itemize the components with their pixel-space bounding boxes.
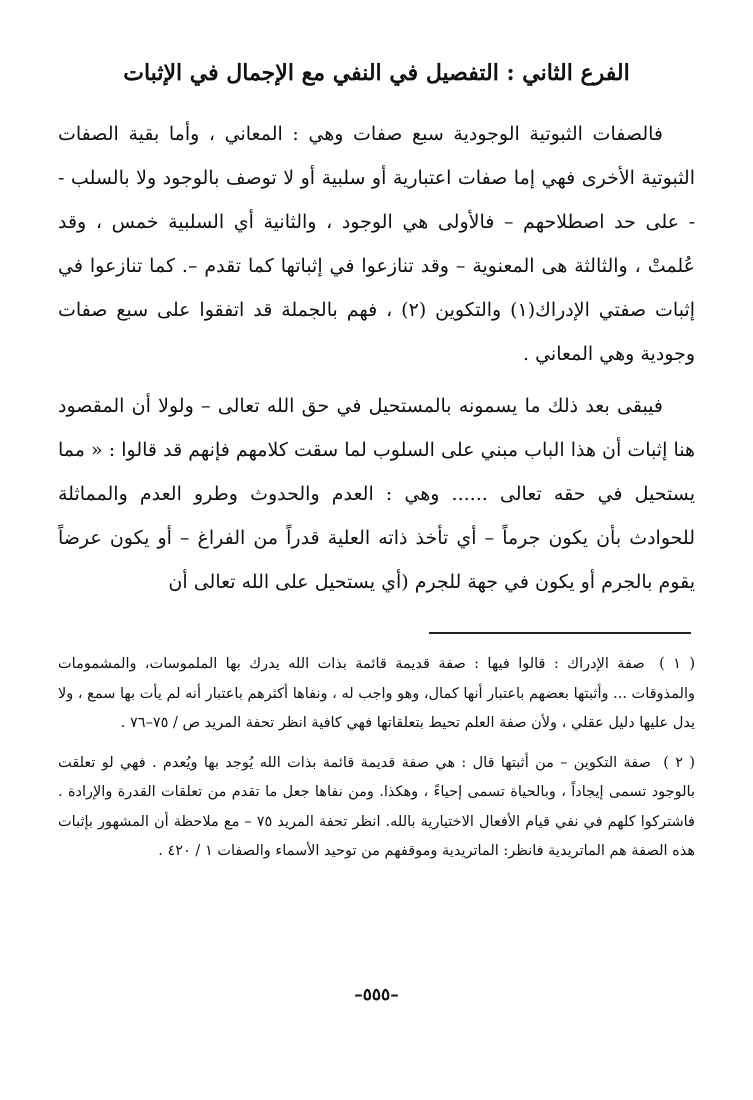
section-title: الفرع الثاني : التفصيل في النفي مع الإجمال في الإثبات bbox=[123, 60, 630, 86]
footnote-separator bbox=[429, 632, 691, 634]
footnote-2 bbox=[58, 749, 695, 867]
footnote-2-number: ( ٢ ) bbox=[663, 754, 695, 771]
footnote-1-text: صفة الإدراك : قالوا فيها : صفة قديمة قائمة بذات الله يدرك بها الملموسات، والمشمومات والمذوقات ... وأثبتها بعضهم باعتبار أنها كمال، وهو واجب له ، ونفاها أكثرهم باعتبار أنه لم يأت بها سمع ، ولا يدل عليها دليل عقلي ، ولأن صفة العلم تحيط بتعلقاتها فهي كافية انظر تحفة المريد ص / ٧٥–٧٦ . bbox=[57, 656, 695, 731]
footnote-1 bbox=[58, 650, 695, 739]
footnote-1-number: ( ١ ) bbox=[659, 656, 695, 672]
footnote-2-text: صفة التكوين – من أثبتها قال : هي صفة قديمة قائمة بذات الله يُوجد بها ويُعدم . فهي لو تعلقت بالوجود تسمى إيجاداً ، وبالحياة تسمى إحياءً ، وهكذا. ومن نفاها جعل ما تقدم من تعلقات القدرة والإرادة . فاشتركوا كلهم في نفي قيام الأفعال الاختيارية بالله. انظر تحفة المريد ٧٥ – مع ملاحظة أن المشهور بإثبات هذه الصفة هم الماتريدية فانظر: الماتريدية وموقفهم من توحيد الأسماء والصفات ١ / ٤٢٠ . bbox=[58, 754, 695, 859]
page-number: –٥٥٥– bbox=[354, 985, 399, 1005]
body-paragraph-2: فيبقى بعد ذلك ما يسمونه بالمستحيل في حق الله تعالى – ولولا أن المقصود هنا إثبات أن هذا الباب مبني على السلوب لما سقت كلامهم فإنهم قد قالوا : « مما يستحيل في حقه تعالى ...... وهي : العدم والحدوث وطرو العدم والمماثلة للحوادث بأن يكون جرماً – أي تأخذ ذاته العلية قدراً من الفراغ – أو يكون عرضاً يقوم بالجرم أو يكون في جهة للجرم (أي يستحيل على الله تعالى أن bbox=[58, 395, 695, 593]
body-paragraph-1: فالصفات الثبوتية الوجودية سبع صفات وهي : المعاني ، وأما بقية الصفات الثبوتية الأخرى فهي إما صفات اعتبارية أو سلبية أو لا توصف بالوجود ولا بالسلب -- على حد اصطلاحهم – فالأولى هي الوجود ، والثانية أي السلبية خمس ، وقد عُلمتْ ، والثالثة هى المعنوية – وقد تنازعوا في إثباتها كما تقدم –. كما تنازعوا في إثبات صفتي الإدراك(١) والتكوين (٢) ، فهم بالجملة قد اتفقوا على سبع صفات وجودية وهي المعاني . bbox=[58, 123, 695, 365]
